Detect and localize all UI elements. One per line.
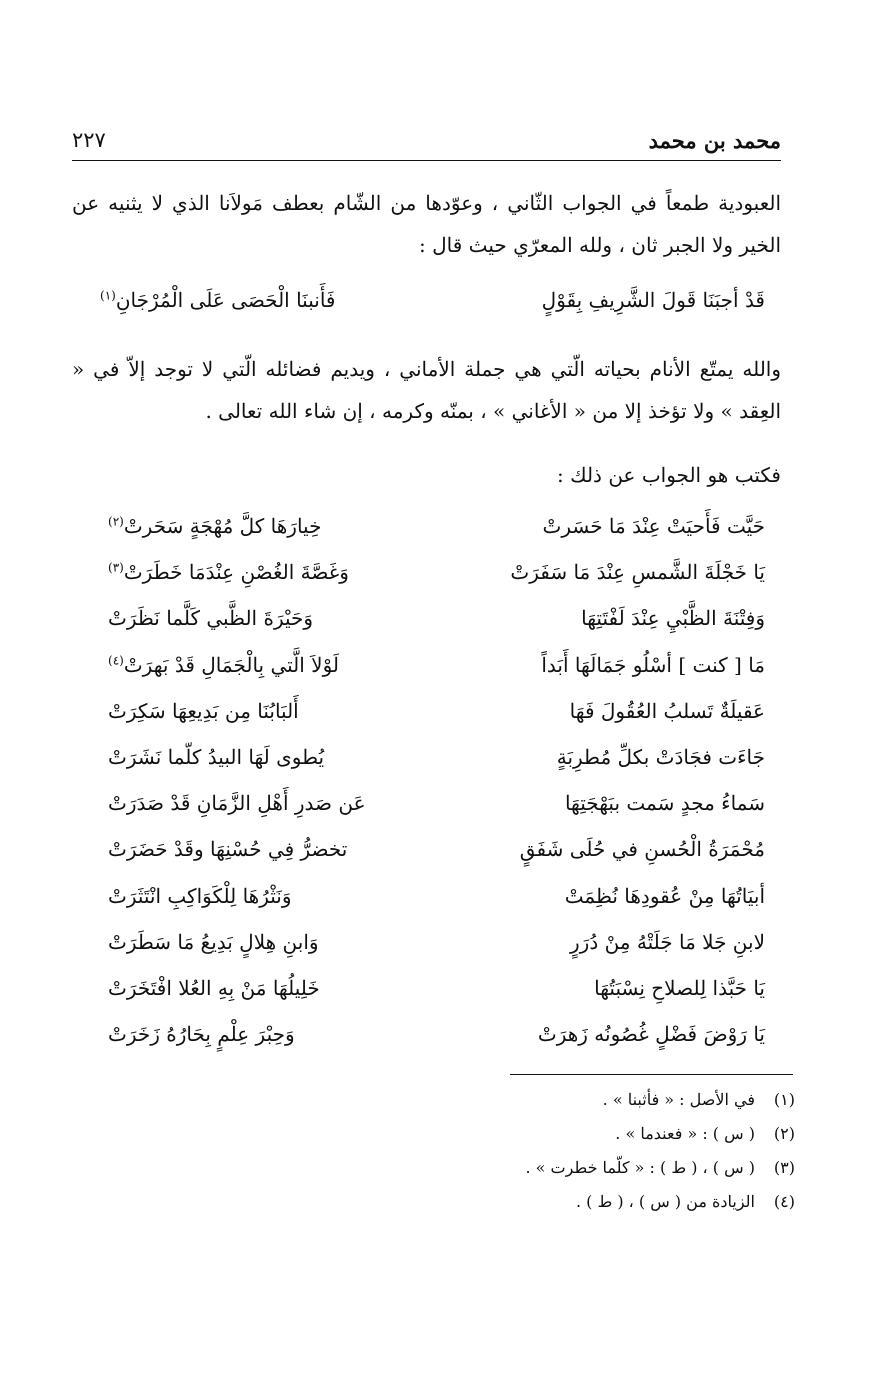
verse-left-hemistich bbox=[108, 837, 347, 861]
verse bbox=[100, 602, 765, 648]
footnote-text: في الأصل : « فأثبنا » . bbox=[602, 1090, 755, 1109]
verse bbox=[100, 926, 765, 972]
verse-right-hemistich: وَفِتْنَةَ الظَّبْيِ عِنْدَ لَفْتَتِهَا bbox=[581, 606, 765, 631]
footnotes bbox=[295, 1090, 795, 1226]
footnote-number: (٢) bbox=[773, 1124, 795, 1143]
verse-left-text: أَلبَابُنَا مِن بَدِيعِهَا سَكِرَتْ bbox=[108, 698, 299, 723]
footnote-rule bbox=[510, 1074, 793, 1075]
verse-left-text: تخضرُّ فِي حُسْنِهَا وقَدْ حَضَرَتْ bbox=[108, 837, 348, 862]
footnote-text: ( س ) : « فعندما » . bbox=[615, 1124, 755, 1143]
verse-left-hemistich bbox=[108, 884, 292, 908]
verse-right-hemistich: مُحْمَرَةُ الْحُسنِ في حُلَى شَفَقٍ bbox=[519, 837, 765, 862]
verse-right-hemistich: جَاءَت فجَادَتْ بكلِّ مُطرِبَةٍ bbox=[556, 744, 765, 769]
verse-right-hemistich: عَقيلَةٌ تَسلبُ العُقُولَ فَهَا bbox=[569, 698, 765, 723]
footnote bbox=[295, 1090, 795, 1124]
verse-right-hemistich: يَا حَبَّذا لِلصلاحِ نِسْبَتُهَا bbox=[594, 975, 765, 1000]
verse-left-text: وَغَصَّةَ الغُصْنِ عِنْدَمَا خَطَرَتْ bbox=[123, 560, 349, 585]
verse-left-hemistich bbox=[108, 976, 320, 1000]
verse-left-text: وَحِبْرَ عِلْمٍ بِحَارُهُ زَخَرَتْ bbox=[108, 1022, 295, 1047]
quoted-verse-left-hemistich bbox=[100, 288, 335, 312]
verse-left-hemistich bbox=[108, 745, 324, 769]
footnote-marker: (٢) bbox=[108, 514, 124, 529]
verse-left-hemistich bbox=[108, 606, 313, 630]
poem bbox=[100, 510, 765, 1064]
verse bbox=[100, 556, 765, 602]
verse bbox=[100, 741, 765, 787]
footnote bbox=[295, 1158, 795, 1192]
verse-left-text: خِيارَهَا كلَّ مُهْجَةٍ سَحَرتْ bbox=[123, 514, 322, 538]
verse-right-hemistich: مَا [ كنت ] أسْلُو جَمَالَهَا أَبَداً bbox=[541, 652, 765, 677]
quoted-verse-left-text: فَأَنبنَا الْحَصَى عَلَى الْمُرْجَانِ bbox=[115, 288, 336, 312]
footnote-marker: (٣) bbox=[108, 560, 124, 575]
verse-left-hemistich bbox=[108, 560, 349, 584]
verse bbox=[100, 787, 765, 833]
verse-left-text: وَحَيْرَةَ الظَّبي كَلَّما نَظَرَتْ bbox=[108, 606, 314, 631]
footnote-number: (٤) bbox=[773, 1192, 795, 1211]
verse-right-hemistich: يَا رَوْضَ فَضْلٍ غُصُونُه زَهرَتْ bbox=[537, 1022, 765, 1047]
verse bbox=[100, 649, 765, 695]
footnote-text: الزيادة من ( س ) ، ( ط ) . bbox=[575, 1192, 755, 1211]
running-head bbox=[72, 128, 781, 158]
header-rule bbox=[72, 160, 781, 161]
verse bbox=[100, 1018, 765, 1064]
verse-right-hemistich: حَيَّت فَأَحيَتْ عِنْدَ مَا حَسَرتْ bbox=[542, 514, 765, 538]
verse bbox=[100, 695, 765, 741]
footnote-marker: (٤) bbox=[108, 652, 124, 667]
verse-right-hemistich: أبيَاتُهَا مِنْ عُقودِهَا نُظِمَتْ bbox=[564, 883, 765, 908]
verse-left-hemistich bbox=[108, 930, 319, 954]
verse-left-text: عَن صَدرِ أَهْلِ الزَّمَانِ قَدْ صَدَرَتْ bbox=[108, 791, 366, 816]
verse bbox=[100, 833, 765, 879]
paragraph-2: والله يمتّع الأنام بحياته الّتي هي جملة الأماني ، ويديم فضائله الّتي لا توجد إلاّ في « العِقد » ولا تؤخذ إلا من « الأغاني » ، بمنّه وكرمه ، إن شاء الله تعالى . bbox=[72, 357, 781, 423]
verse-left-hemistich bbox=[108, 653, 339, 677]
quoted-verse-right-hemistich: قَدْ أجبَنَا قَولَ الشَّرِيفِ بِقَوْلٍ bbox=[541, 288, 765, 312]
page-number: ٢٢٧ bbox=[72, 128, 106, 152]
verse-left-text: لَوْلاَ الَّتي بِالْجَمَالِ قَدْ بَهرَتْ bbox=[123, 652, 340, 677]
footnote-number: (١) bbox=[773, 1090, 795, 1109]
running-head-title: محمد بن محمد bbox=[648, 128, 781, 153]
verse-left-text: خَلِيلُهَا مَنْ بِهِ العُلا افْتَخَرَتْ bbox=[108, 975, 320, 1000]
verse bbox=[100, 510, 765, 556]
verse bbox=[100, 972, 765, 1018]
footnote bbox=[295, 1192, 795, 1226]
footnote-text: ( س ) ، ( ط ) : « كلّما خطرت » . bbox=[525, 1158, 755, 1177]
poem-intro: فكتب هو الجواب عن ذلك : bbox=[557, 463, 781, 487]
footnote-marker: (١) bbox=[100, 288, 116, 303]
footnote-number: (٣) bbox=[773, 1158, 795, 1177]
verse-right-hemistich: يَا خَجْلَةَ الشَّمسِ عِنْدَ مَا سَفَرَتْ bbox=[510, 560, 765, 585]
verse-left-text: يُطوى لَهَا البيدُ كلّما نَشَرَتْ bbox=[108, 744, 325, 769]
verse-left-text: وَنَثْرُهَا لِلْكَوَاكِبِ انْتَثَرَتْ bbox=[108, 883, 292, 908]
quoted-verse bbox=[100, 282, 765, 326]
verse-left-hemistich bbox=[108, 699, 299, 723]
verse-right-hemistich: لابنِ جَلا مَا جَلَتْهُ مِنْ دُرَرٍ bbox=[570, 929, 765, 954]
verse-right-hemistich: سَماءُ مجدٍ سَمت ببَهْجَتِهَا bbox=[564, 791, 765, 816]
verse bbox=[100, 880, 765, 926]
footnote bbox=[295, 1124, 795, 1158]
verse-left-hemistich bbox=[108, 514, 321, 538]
verse-left-hemistich bbox=[108, 791, 366, 815]
paragraph-1: العبودية طمعاً في الجواب الثّاني ، وعوّدها من الشّام بعطف مَولاَنا الذي لا يثنيه عن الخير ولا الجبر ثان ، ولله المعرّي حيث قال : bbox=[72, 191, 781, 257]
verse-left-hemistich bbox=[108, 1022, 295, 1046]
verse-left-text: وَابنِ هِلالٍ بَدِيعُ مَا سَطَرَتْ bbox=[108, 929, 319, 954]
